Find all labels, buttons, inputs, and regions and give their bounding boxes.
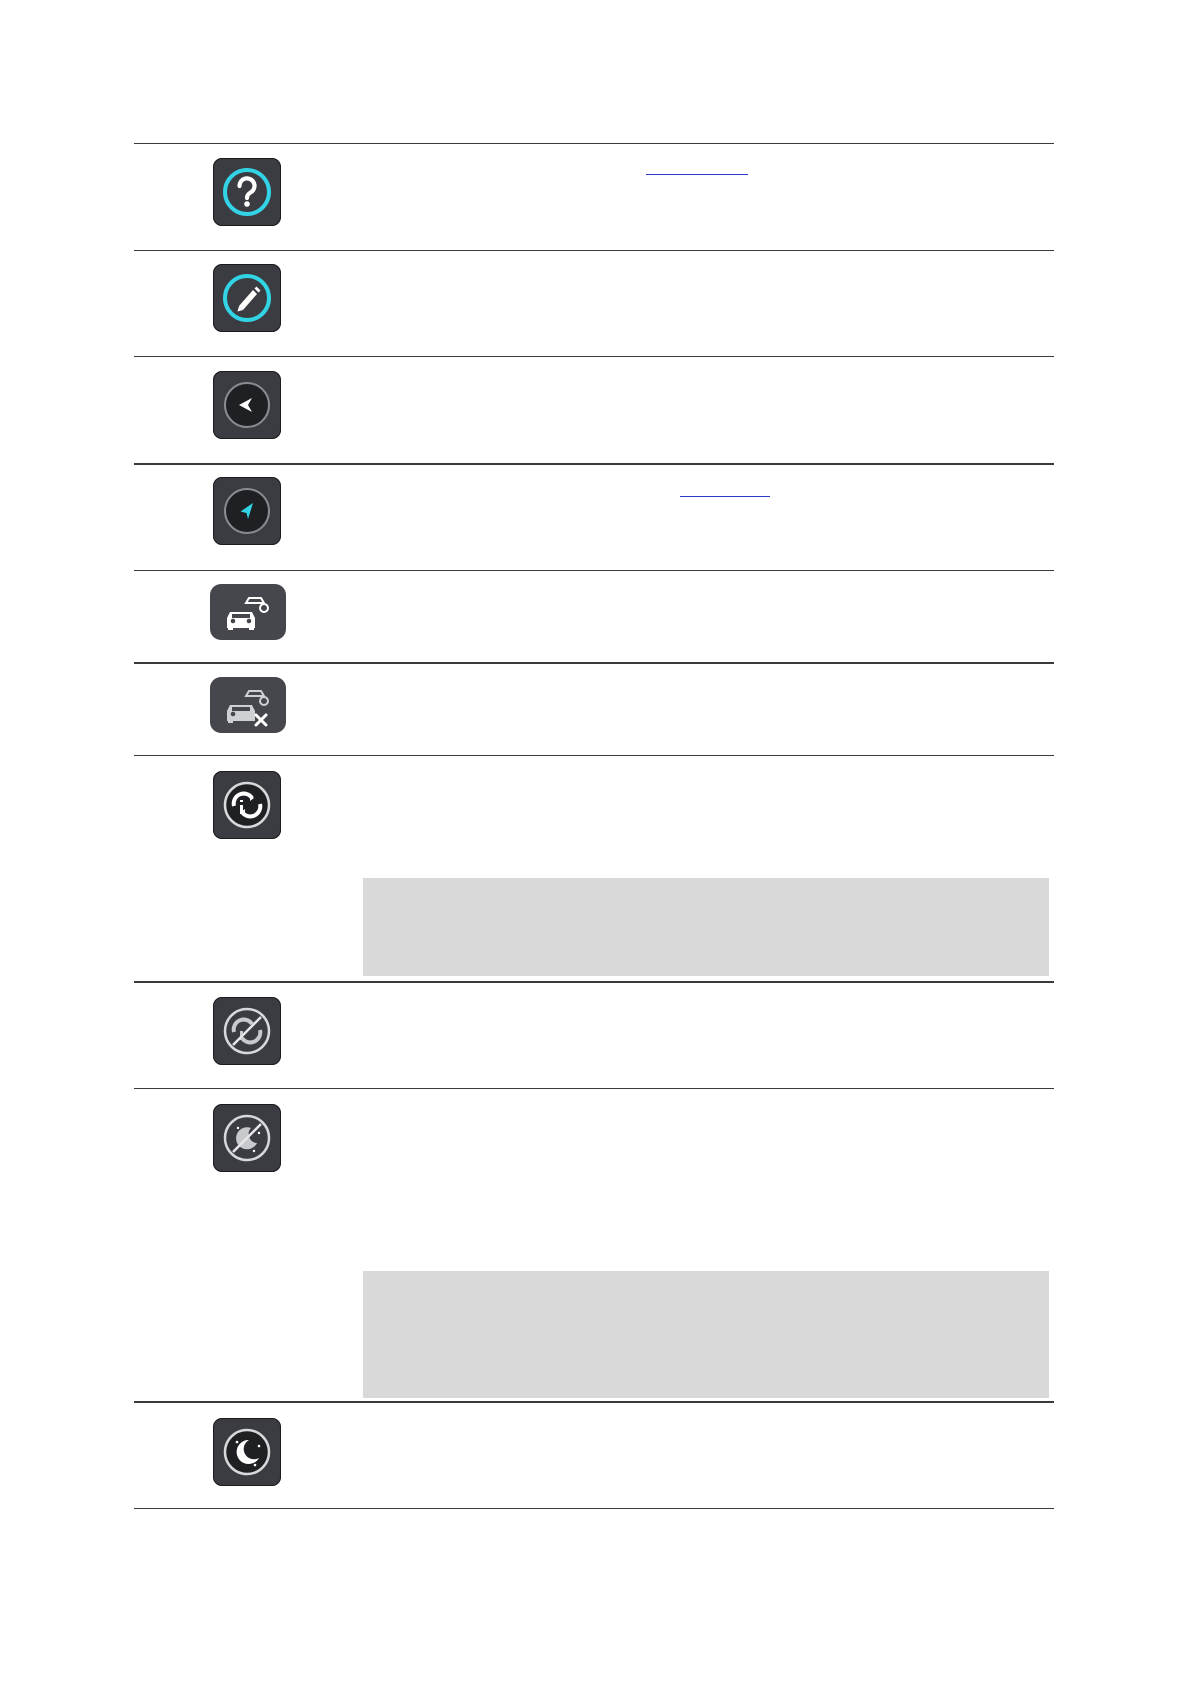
table-rule (134, 755, 1054, 756)
hyperlink-underline[interactable] (646, 174, 748, 175)
auto-zoom-off-icon (213, 997, 281, 1065)
table-rule (134, 570, 1054, 571)
location-arrow-icon (213, 371, 281, 439)
night-mode-icon (213, 1418, 281, 1486)
help-icon (213, 158, 281, 226)
table-rule (134, 981, 1054, 983)
location-arrow-active-icon (213, 477, 281, 545)
hyperlink-underline[interactable] (680, 496, 770, 497)
table-rule (134, 662, 1054, 664)
note-box (363, 878, 1049, 976)
edit-icon (213, 264, 281, 332)
table-rule (134, 356, 1054, 357)
table-rule (134, 1088, 1054, 1089)
table-rule (134, 463, 1054, 465)
table-rule (134, 1508, 1054, 1509)
traffic-off-icon (210, 677, 286, 733)
table-rule (134, 1401, 1054, 1403)
table-rule (134, 250, 1054, 251)
traffic-icon (210, 584, 286, 640)
note-box (363, 1271, 1049, 1398)
table-rule (134, 143, 1054, 144)
auto-zoom-icon (213, 771, 281, 839)
night-mode-off-icon (213, 1104, 281, 1172)
